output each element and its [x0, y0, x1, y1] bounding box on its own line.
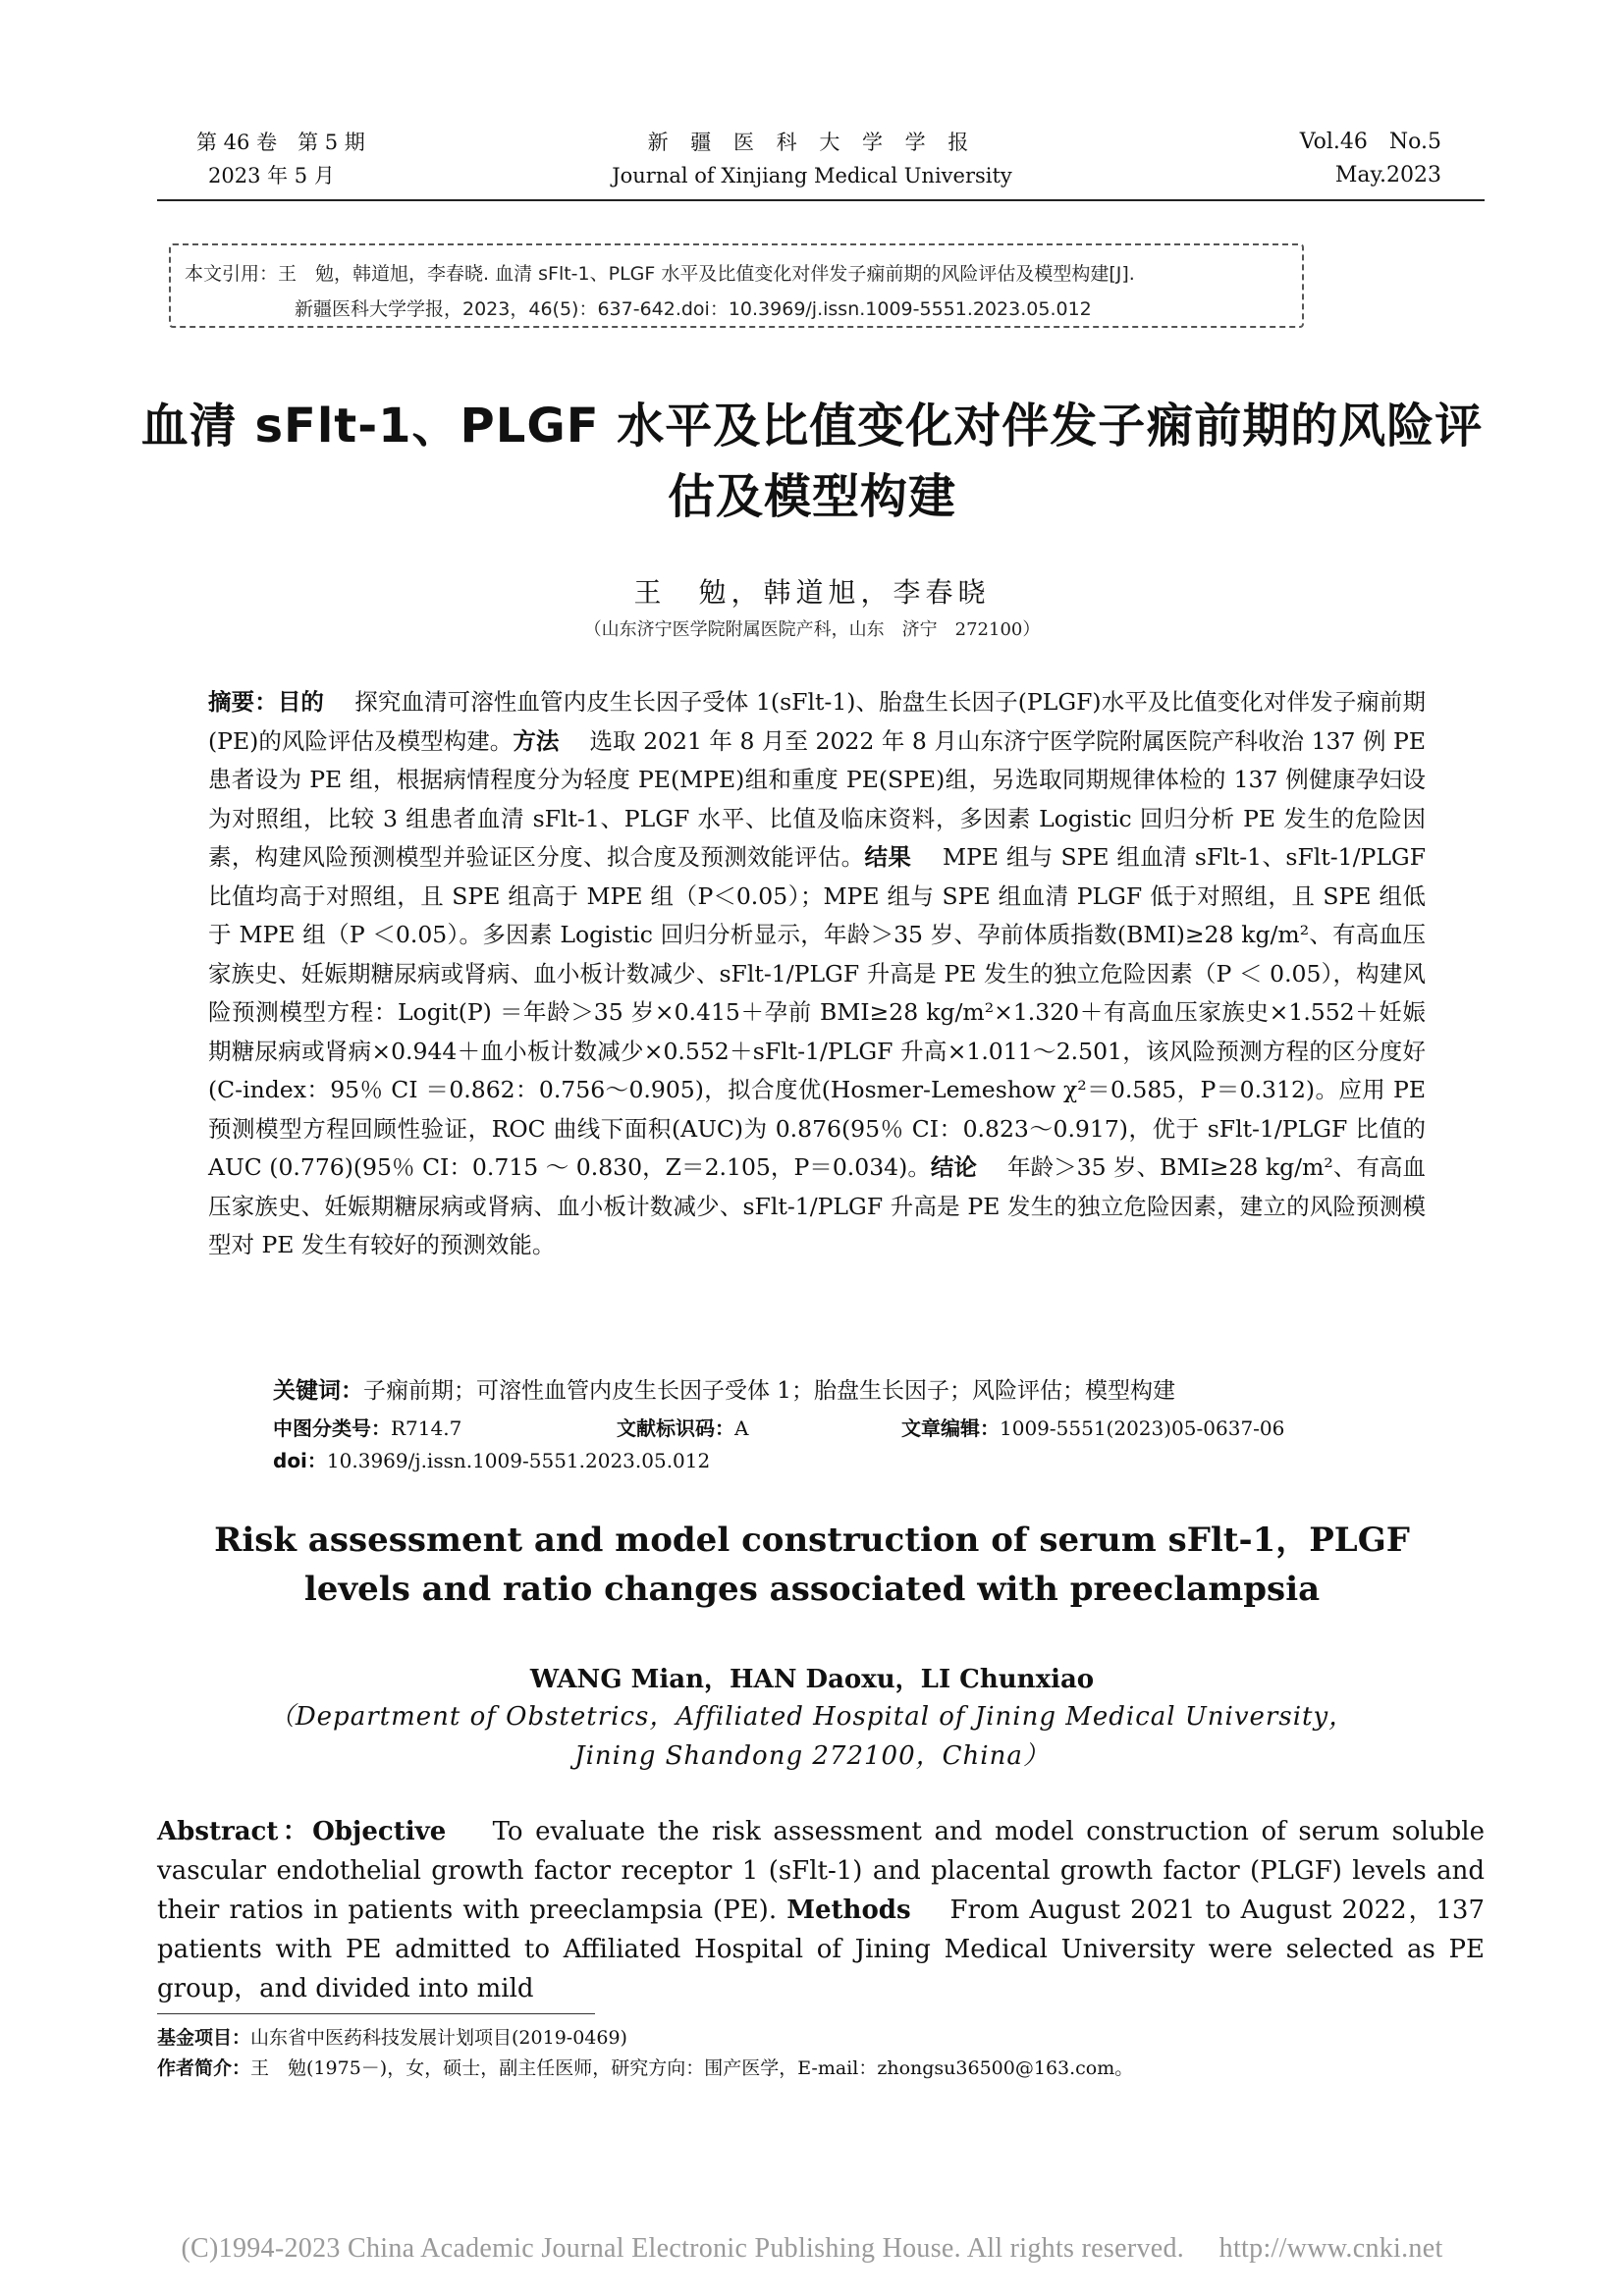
header-rule: [157, 199, 1485, 201]
objective-label: 目的: [277, 688, 325, 716]
affiliation-cn: （山东济宁医学院附属医院产科，山东 济宁 272100）: [583, 619, 1041, 640]
keywords-text: 子痫前期；可溶性血管内皮生长因子受体 1；胎盘生长因子；风险评估；模型构建: [363, 1378, 1175, 1404]
journal-name-cn: 新 疆 医 科 大 学 学 报: [647, 131, 977, 154]
doc-code-label: 文献标识码：: [617, 1416, 734, 1440]
article-id-value: 1009-5551(2023)05-0637-06: [1000, 1416, 1285, 1440]
objective-text: 探究血清可溶性血管内皮生长因子受体 1(sFlt-1)、胎盘生长因子(PLGF)水平及比值变化对伴发子痫前期(PE)的风险评估及模型构建。: [208, 688, 1426, 755]
abstract-label: 摘要：: [208, 688, 278, 716]
results-label: 结果: [864, 843, 912, 871]
running-header-center: [511, 126, 1113, 192]
journal-name-en: Journal of Xinjiang Medical University: [612, 164, 1012, 187]
running-header-right: [1300, 126, 1441, 192]
title-en-line-1: Risk assessment and model construction of serum sFlt-1，PLGF: [214, 1521, 1410, 1560]
results-text: MPE 组与 SPE 组血清 sFlt-1、sFlt-1/PLGF 比值均高于对照组，且 SPE 组高于 MPE 组（P＜0.05）；MPE 组与 SPE 组血清 PLGF 低于对照组，且 SPE 组低于 MPE 组（P ＜0.05）。多因素 Logistic 回归分析显示，年龄＞35 岁、孕前体质指数(BMI)≥28 kg/m²、有高血压家族史、妊娠期糖尿病或肾病、血小板计数减少、sFlt-1/PLGF 升高是 PE 发生的独立危险因素（P ＜ 0.05），构建风险预测模型方程：Logit(P) ＝年龄＞35 岁×0.415＋孕前 BMI≥28 kg/m²×1.320＋有高血压家族史×1.552＋妊娠期糖尿病或肾病×0.944＋血小板计数减少×0.552＋sFlt-1/PLGF 升高×1.011～2.501，该风险预测方程的区分度好(C-index：95％ CI ＝0.862：0.756～0.905)，拟合度优(Hosmer-Lemeshow χ²＝0.585，P＝0.312)。应用 PE 预测模型方程回顾性验证，ROC 曲线下面积(AUC)为 0.876(95％ CI：0.823～0.917)，优于 sFlt-1/PLGF 比值的 AUC (0.776)(95％ CI：0.715 ～ 0.830，Z＝2.105，P＝0.034)。: [208, 843, 1427, 1181]
issue-date-en: May.2023: [1334, 163, 1441, 187]
affiliation-en: [0, 1697, 1624, 1776]
funding-label: 基金项目：: [157, 2027, 251, 2049]
title-en-line-2: levels and ratio changes associated with preeclampsia: [303, 1570, 1321, 1609]
authors-cn: 王 勉，韩道旭，李春晓: [633, 576, 991, 609]
clc-label: 中图分类号：: [273, 1416, 391, 1440]
vol-no: Vol.46 No.5: [1299, 130, 1441, 154]
conclusion-label: 结论: [930, 1153, 977, 1181]
authors-en: WANG Mian，HAN Daoxu，LI Chunxiao: [529, 1665, 1095, 1694]
objective-en-text: To evaluate the risk assessment and model construction of serum soluble vascular endothelial growth factor receptor 1 (sFlt-1) and placental growth factor (PLGF) levels and their ratios in patients with preeclampsia (PE).: [157, 1817, 1485, 1925]
citation-line-2: 新疆医科大学学报，2023，46(5)：637-642.doi：10.3969/j.issn.1009-5551.2023.05.012: [295, 298, 1092, 320]
classification-line: [273, 1414, 1284, 1443]
objective-en-label: Objective: [312, 1817, 447, 1846]
author-bio-label: 作者简介：: [157, 2057, 251, 2079]
abstract-en-label: Abstract：: [157, 1817, 313, 1846]
keywords: [273, 1374, 1451, 1408]
methods-text: 选取 2021 年 8 月至 2022 年 8 月山东济宁医学院附属医院产科收治 137 例 PE 患者设为 PE 组，根据病情程度分为轻度 PE(MPE)组和重度 PE(SPE)组，另选取同期规律体检的 137 例健康孕妇设为对照组，比较 3 组患者血清 sFlt-1、PLGF 水平、比值及临床资料，多因素 Logistic 回归分析 PE 发生的危险因素，构建风险预测模型并验证区分度、拟合度及预测效能评估。: [208, 726, 1426, 871]
doi-value: 10.3969/j.issn.1009-5551.2023.05.012: [326, 1449, 711, 1472]
author-bio-note: [157, 2054, 1133, 2083]
doc-code-value: A: [734, 1416, 749, 1440]
citation-line-1: 本文引用：王 勉，韩道旭，李春晓. 血清 sFlt-1、PLGF 水平及比值变化对伴发子痫前期的风险评估及模型构建[J].: [185, 263, 1135, 285]
keywords-label: 关键词：: [273, 1378, 363, 1404]
running-header-left: [196, 126, 365, 192]
footnote-rule: [157, 2013, 595, 2014]
clc-value: R714.7: [391, 1416, 462, 1440]
citation-box: [169, 243, 1304, 328]
issue-date: 2023 年 5 月: [208, 164, 335, 187]
doi-label: doi：: [273, 1449, 327, 1472]
abstract-en: [157, 1812, 1485, 2008]
conclusion-text: 年龄＞35 岁、BMI≥28 kg/m²、有高血压家族史、妊娠期糖尿病或肾病、血小板计数减少、sFlt-1/PLGF 升高是 PE 发生的独立危险因素，建立的风险预测模型对 PE 发生有较好的预测效能。: [208, 1153, 1426, 1258]
article-id-label: 文章编辑：: [901, 1416, 1000, 1440]
author-bio-text: 王 勉(1975－)，女，硕士，副主任医师，研究方向：围产医学，E-mail：zhongsu36500@163.com。: [250, 2057, 1134, 2079]
volume-issue: 第 46 卷 第 5 期: [196, 131, 365, 154]
affiliation-en-line-1: （Department of Obstetrics，Affiliated Hospital of Jining Medical University，: [268, 1702, 1356, 1732]
article-title-cn: 血清 sFlt-1、PLGF 水平及比值变化对伴发子痫前期的风险评估及模型构建: [140, 399, 1484, 524]
methods-en-text: From August 2021 to August 2022，137 patients with PE admitted to Affiliated Hospital of Jining Medical University were selected as PE group，and divided into mild: [157, 1896, 1485, 2003]
funding-text: 山东省中医药科技发展计划项目(2019-0469): [250, 2027, 627, 2049]
methods-en-label: Methods: [786, 1896, 911, 1925]
article-title-en: [0, 1516, 1624, 1614]
doi-line: [273, 1446, 710, 1475]
affiliation-en-line-2: Jining Shandong 272100，China）: [574, 1741, 1050, 1771]
methods-label: 方法: [513, 726, 560, 755]
abstract-cn: [208, 683, 1426, 1265]
funding-note: [157, 2023, 627, 2053]
copyright-notice: (C)1994-2023 China Academic Journal Electronic Publishing House. All rights reserved. http://www.cnki.net: [181, 2233, 1443, 2264]
